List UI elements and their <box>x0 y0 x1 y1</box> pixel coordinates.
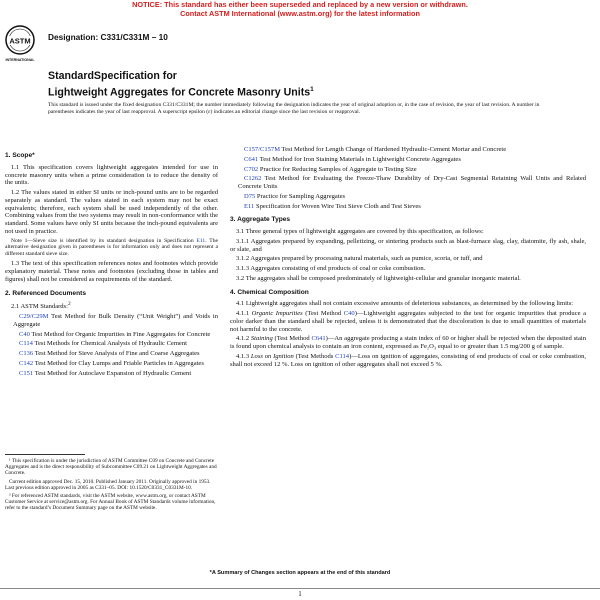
reference-title: Test Method for Iron Staining Materials in Lightweight Concrete Aggregates <box>258 155 461 163</box>
page-number: 1 <box>298 590 302 598</box>
right-reference-list <box>230 146 586 210</box>
paragraph-3-1-3: 3.1.3 Aggregates consisting of end products of coal or coke combustion. <box>236 265 426 272</box>
title-line-1: StandardSpecification for <box>48 70 177 82</box>
left-reference-list <box>5 313 218 377</box>
paragraph-4-1-2: 4.1.2 Staining (Test Method C641)—An aggregate producing a stain index of 60 or higher shall be rejected when the deposited stain is found upon chemical analysis to contain an iron content, expressed as Fe₂O₃ equal to or greater than 1.5 mg/200 g of sample. <box>230 335 586 350</box>
footnote-1: ¹ This specification is under the jurisdiction of ASTM Committee C09 on Concrete and Concrete Aggregates and is the direct responsibility of Subcommittee C09.21 on Lightweight Aggregates and Concrete. <box>5 458 217 477</box>
reference-title: Test Method for Evaluating the Freeze-Thaw Durability of Dry-Cast Segmental Retaining Wall Units and Related Concrete Units <box>238 175 586 190</box>
reference-link[interactable]: C142 <box>19 359 34 367</box>
reference-link[interactable]: C40 <box>19 330 30 338</box>
summary-of-changes-note: *A Summary of Changes section appears at the end of this standard <box>209 570 391 576</box>
paragraph-3-1-1: 3.1.1 Aggregates prepared by expanding, pelletizing, or sintering products such as blast-furnace slag, clay, diatomite, fly ash, shale, or slate, and <box>230 237 586 253</box>
paragraph-1-1: 1.1 This specification covers lightweight aggregates intended for use in concrete masonry units when a prime consideration is to reduce the density of the units. <box>5 163 218 187</box>
reference-title: Test Method for Bulk Density (“Unit Weight”) and Voids in Aggregate <box>13 313 218 328</box>
notice-line-2: Contact ASTM International (www.astm.org) for the latest information <box>180 9 420 18</box>
astm-logo <box>4 24 36 66</box>
references-heading: 2. Referenced Documents <box>5 289 86 297</box>
reference-title: Test Method for Autoclave Expansion of Hydraulic Cement <box>33 369 192 377</box>
reference-item <box>5 360 218 368</box>
issue-note: This standard is issued under the fixed designation C331/C331M; the number immediately following the designation indicates the year of original adoption or, in the case of revision, the year of last revision. A number in parentheses indicates the year of last reapproval. A superscript epsilon (ε) indicates an editorial change since the last revision or reapproval. <box>48 102 540 115</box>
link-c114[interactable]: C114 <box>335 352 350 360</box>
reference-title: Test Method for Clay Lumps and Friable Particles in Aggregates <box>33 359 204 367</box>
reference-link[interactable]: E11 <box>244 202 255 210</box>
paragraph-3-2: 3.2 The aggregates shall be composed predominately of lightweight-cellular and granular inorganic material. <box>236 274 521 282</box>
reference-link[interactable]: C29/C29M <box>19 313 49 321</box>
footnotes <box>5 454 218 514</box>
reference-link[interactable]: C136 <box>19 350 34 358</box>
reference-item <box>230 203 586 211</box>
reference-item <box>230 166 586 174</box>
chemical-composition-heading: 4. Chemical Composition <box>230 288 309 296</box>
reference-link[interactable]: C1262 <box>244 175 262 183</box>
link-c40[interactable]: C40 <box>343 310 355 317</box>
right-column <box>230 146 586 370</box>
paragraph-1-2: 1.2 The values stated in either SI units or inch-pound units are to be regarded separately as standard. The values stated in each system may not be exact equivalents; therefore, each system shall be used independently of the other. Combining values from the two systems may result in non-conformance with the standard. Some values have only SI units because the inch-pound equivalents are not used in practice. <box>5 189 218 235</box>
footnote-2: ² For referenced ASTM standards, visit the ASTM website, www.astm.org, or contact ASTM Customer Service at service@astm.org. For Annual Book of ASTM Standards volume information, refer to the standard’s Document Summary page on the ASTM website. <box>5 493 216 512</box>
reference-link[interactable]: C157/C157M <box>244 146 281 153</box>
link-c641[interactable]: C641 <box>311 335 326 343</box>
supersession-notice <box>0 0 600 18</box>
scope-heading: 1. Scope* <box>5 152 35 159</box>
reference-title: Practice for Reducing Samples of Aggregate to Testing Size <box>258 165 417 173</box>
paragraph-4-1: 4.1 Lightweight aggregates shall not contain excessive amounts of deleterious substances, as determined by the following limits: <box>236 300 574 308</box>
reference-title: Practice for Sampling Aggregates <box>255 192 346 200</box>
reference-link[interactable]: C114 <box>19 340 33 348</box>
paragraph-3-1-2: 3.1.2 Aggregates prepared by processing natural materials, such as pumice, scoria, or tuff, and <box>236 255 483 263</box>
link-e11[interactable]: E11 <box>196 237 206 244</box>
reference-link[interactable]: C702 <box>244 165 259 173</box>
notice-line-1: NOTICE: This standard has either been superseded and replaced by a new version or withdrawn. <box>132 0 468 9</box>
reference-item <box>230 193 586 201</box>
reference-link[interactable]: C151 <box>19 369 34 377</box>
astm-standards-label: 2.1 ASTM Standards:$^2$ <box>11 301 71 311</box>
logo-text: ASTM <box>9 36 31 46</box>
reference-item <box>230 175 586 191</box>
reference-item <box>230 146 586 154</box>
paragraph-4-1-3: 4.1.3 Loss on Ignition (Test Methods C114)—Loss on ignition of aggregates, consisting of end products of coal or coke combustion, shall not exceed 12 %. Loss on ignition of other aggregates shall not exceed 5 %. <box>230 352 587 368</box>
left-column <box>5 146 218 379</box>
note-1: Note 1—Sieve size is identified by its standard designation in Specification E11. The alternative designation given in parentheses is for information only and does not represent a different standard sieve size. <box>5 237 218 257</box>
footnote-rule <box>5 454 85 455</box>
reference-item <box>5 370 218 378</box>
document-title <box>48 70 314 100</box>
reference-title: Test Methods for Chemical Analysis of Hydraulic Cement <box>32 340 187 348</box>
aggregate-types-heading: 3. Aggregate Types <box>230 216 291 224</box>
paragraph-1-3: 1.3 The text of this specification references notes and footnotes which provide explanatory material. These notes and footnotes (excluding those in tables and figures) shall not be considered as requirements of the standard. <box>5 260 218 283</box>
reference-link[interactable]: D75 <box>244 192 256 200</box>
reference-link[interactable]: C641 <box>244 155 259 163</box>
reference-title: Test Method for Organic Impurities in Fine Aggregates for Concrete <box>29 330 211 338</box>
paragraph-4-1-1: 4.1.1 Organic Impurities (Test Method C40)—Lightweight aggregates subjected to the test for organic impurities that produce a color darker than the standard shall be rejected, unless it is demonstrated that the discoloration is due to small quantities of materials not harmful to the concrete. <box>230 310 586 333</box>
reference-item <box>5 331 218 339</box>
reference-item <box>230 156 586 164</box>
reference-title: Test Method for Length Change of Hardened Hydraulic-Cement Mortar and Concrete <box>280 146 507 153</box>
paragraph-3-1: 3.1 Three general types of lightweight aggregates are covered by this specification, as follows: <box>236 228 484 235</box>
reference-item <box>5 340 218 348</box>
reference-title: Test Method for Sieve Analysis of Fine and Coarse Aggregates <box>33 350 200 358</box>
designation: Designation: C331/C331M – 10 <box>48 32 168 42</box>
reference-title: Specification for Woven Wire Test Sieve Cloth and Test Sieves <box>254 202 421 210</box>
reference-item <box>5 350 218 358</box>
reference-item <box>5 313 218 329</box>
title-line-2: Lightweight Aggregates for Concrete Masonry Units$^1$ <box>48 86 314 99</box>
logo-subtext: INTERNATIONAL <box>5 58 35 62</box>
footnote-1-edition: Current edition approved Dec. 15, 2010. Published January 2011. Originally approved in 1953. Last previous edition approved in 2005 as C331–05. DOI: 10.1520/C0331_C0331M-10. <box>5 478 211 491</box>
page-rule <box>0 588 600 589</box>
